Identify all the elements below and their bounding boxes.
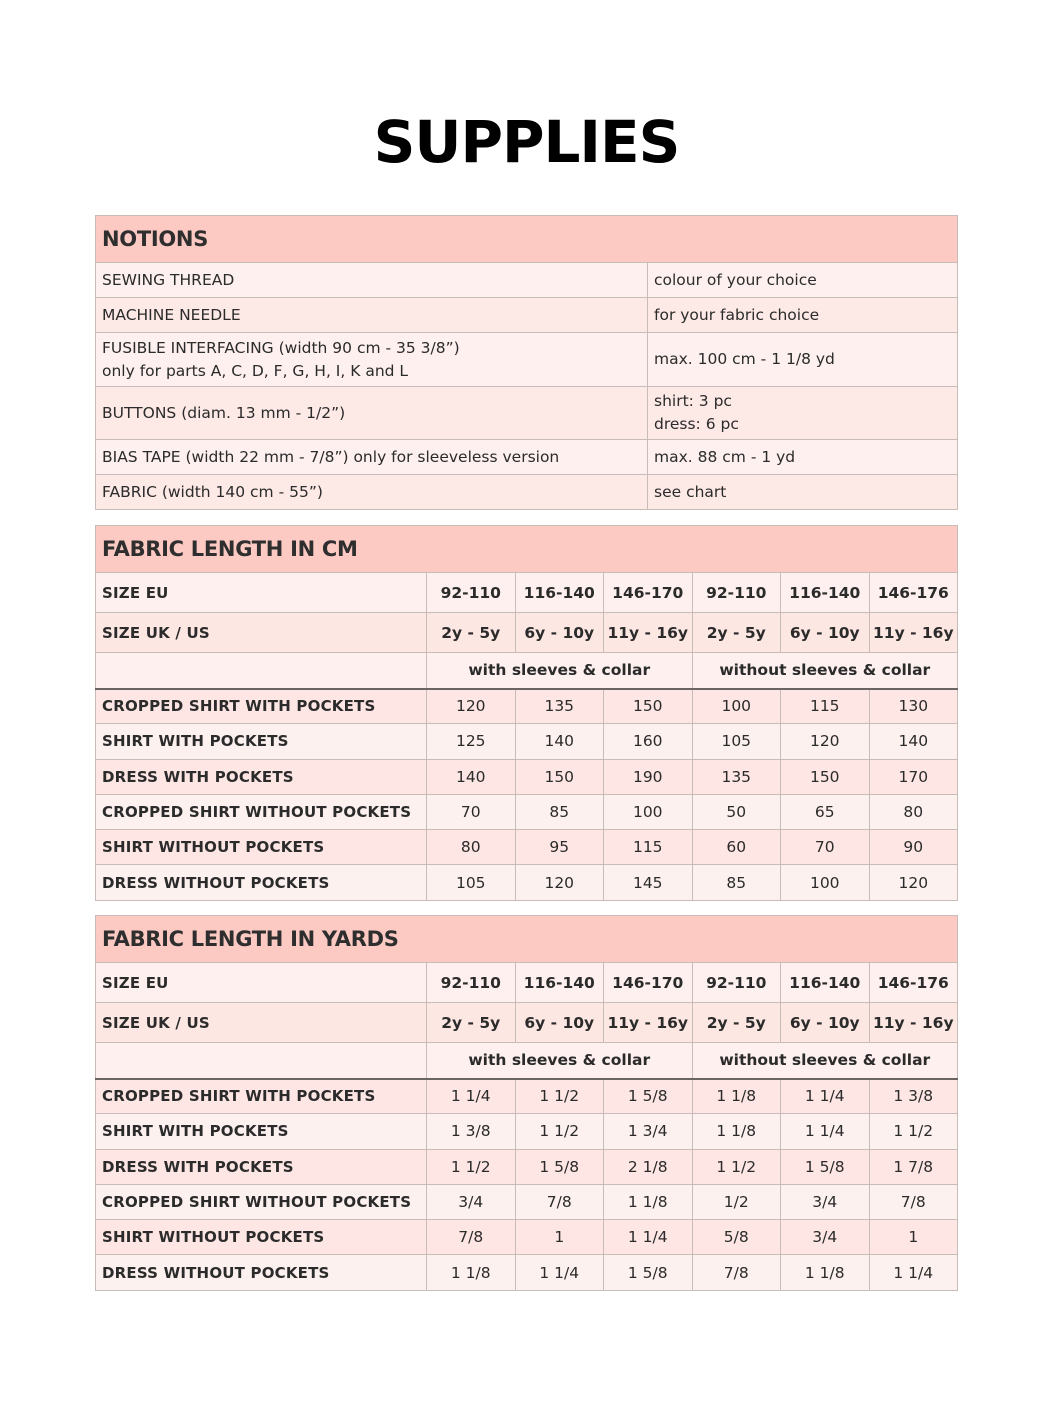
length-cell: 160 (604, 724, 693, 759)
table-row (96, 865, 958, 900)
length-cell: 1 1/4 (781, 1079, 870, 1114)
size-eu-cell: 92-110 (692, 963, 781, 1003)
length-cell: 150 (604, 689, 693, 724)
size-us-cell: 11y - 16y (604, 613, 693, 653)
group-with-label: with sleeves & collar (427, 1043, 693, 1079)
size-eu-cell: 116-140 (515, 573, 604, 613)
length-cell: 115 (604, 830, 693, 865)
length-cell: 90 (869, 830, 958, 865)
length-cell: 105 (427, 865, 516, 900)
length-cell: 65 (781, 794, 870, 829)
length-cell: 120 (781, 724, 870, 759)
length-cell: 1 1/2 (515, 1079, 604, 1114)
garment-label: CROPPED SHIRT WITH POCKETS (96, 1079, 427, 1114)
table-row (96, 1255, 958, 1290)
section-heading: FABRIC LENGTH IN YARDS (96, 916, 958, 963)
notion-value: colour of your choice (648, 263, 958, 298)
length-cell: 135 (692, 759, 781, 794)
length-cell: 100 (692, 689, 781, 724)
table-row (96, 1079, 958, 1114)
garment-label: SHIRT WITHOUT POCKETS (96, 1220, 427, 1255)
length-cell: 145 (604, 865, 693, 900)
table-row (96, 689, 958, 724)
length-cell: 85 (515, 794, 604, 829)
size-us-cell: 2y - 5y (692, 1003, 781, 1043)
length-cell: 170 (869, 759, 958, 794)
length-cell: 140 (427, 759, 516, 794)
notion-item: MACHINE NEEDLE (96, 298, 648, 333)
size-eu-label: SIZE EU (96, 573, 427, 613)
length-cell: 1 1/4 (427, 1079, 516, 1114)
group-without-label: without sleeves & collar (692, 653, 958, 689)
group-spacer (96, 653, 427, 689)
garment-label: DRESS WITHOUT POCKETS (96, 865, 427, 900)
table-row (96, 830, 958, 865)
garment-label: DRESS WITH POCKETS (96, 759, 427, 794)
notion-value: shirt: 3 pc dress: 6 pc (648, 387, 958, 440)
fabric-cm-table (95, 525, 958, 901)
size-eu-cell: 92-110 (427, 573, 516, 613)
notion-value: for your fabric choice (648, 298, 958, 333)
length-cell: 100 (781, 865, 870, 900)
size-us-cell: 2y - 5y (427, 613, 516, 653)
length-cell: 1 3/8 (869, 1079, 958, 1114)
size-eu-cell: 92-110 (692, 573, 781, 613)
length-cell: 190 (604, 759, 693, 794)
table-row (96, 724, 958, 759)
garment-label: DRESS WITH POCKETS (96, 1149, 427, 1184)
length-cell: 7/8 (692, 1255, 781, 1290)
length-cell: 105 (692, 724, 781, 759)
notion-value: max. 88 cm - 1 yd (648, 440, 958, 475)
length-cell: 7/8 (869, 1184, 958, 1219)
size-eu-cell: 146-170 (604, 573, 693, 613)
length-cell: 85 (692, 865, 781, 900)
length-cell: 60 (692, 830, 781, 865)
length-cell: 150 (515, 759, 604, 794)
length-cell: 1 5/8 (604, 1079, 693, 1114)
size-us-cell: 6y - 10y (515, 1003, 604, 1043)
size-us-cell: 11y - 16y (869, 1003, 958, 1043)
garment-label: CROPPED SHIRT WITH POCKETS (96, 689, 427, 724)
notion-item: SEWING THREAD (96, 263, 648, 298)
size-us-cell: 11y - 16y (869, 613, 958, 653)
size-eu-cell: 116-140 (781, 573, 870, 613)
length-cell: 1 1/8 (692, 1079, 781, 1114)
garment-label: SHIRT WITH POCKETS (96, 1114, 427, 1149)
fabric-yards-table (95, 915, 958, 1291)
length-cell: 5/8 (692, 1220, 781, 1255)
length-cell: 2 1/8 (604, 1149, 693, 1184)
notion-value: max. 100 cm - 1 1/8 yd (648, 333, 958, 387)
notions-heading: NOTIONS (96, 216, 958, 263)
length-cell: 125 (427, 724, 516, 759)
length-cell: 3/4 (427, 1184, 516, 1219)
table-row (96, 759, 958, 794)
length-cell: 120 (515, 865, 604, 900)
length-cell: 1 (515, 1220, 604, 1255)
length-cell: 7/8 (515, 1184, 604, 1219)
notions-table (95, 215, 958, 510)
length-cell: 1 (869, 1220, 958, 1255)
table-row (96, 794, 958, 829)
length-cell: 1 5/8 (781, 1149, 870, 1184)
notion-item: BIAS TAPE (width 22 mm - 7/8”) only for sleeveless version (96, 440, 648, 475)
length-cell: 1 1/4 (604, 1220, 693, 1255)
table-row (96, 1220, 958, 1255)
length-cell: 1 7/8 (869, 1149, 958, 1184)
length-cell: 95 (515, 830, 604, 865)
length-cell: 1 1/8 (692, 1114, 781, 1149)
length-cell: 70 (427, 794, 516, 829)
length-cell: 1 1/8 (427, 1255, 516, 1290)
garment-label: CROPPED SHIRT WITHOUT POCKETS (96, 794, 427, 829)
table-row (96, 1184, 958, 1219)
size-us-label: SIZE UK / US (96, 1003, 427, 1043)
length-cell: 1 1/4 (869, 1255, 958, 1290)
length-cell: 1/2 (692, 1184, 781, 1219)
length-cell: 150 (781, 759, 870, 794)
size-eu-cell: 146-176 (869, 573, 958, 613)
length-cell: 1 3/8 (427, 1114, 516, 1149)
notion-value: see chart (648, 475, 958, 510)
notion-item: BUTTONS (diam. 13 mm - 1/2”) (96, 387, 648, 440)
length-cell: 135 (515, 689, 604, 724)
garment-label: SHIRT WITH POCKETS (96, 724, 427, 759)
garment-label: SHIRT WITHOUT POCKETS (96, 830, 427, 865)
size-eu-cell: 116-140 (515, 963, 604, 1003)
group-without-label: without sleeves & collar (692, 1043, 958, 1079)
size-eu-label: SIZE EU (96, 963, 427, 1003)
length-cell: 1 3/4 (604, 1114, 693, 1149)
length-cell: 1 5/8 (604, 1255, 693, 1290)
length-cell: 1 1/2 (515, 1114, 604, 1149)
notion-item: FUSIBLE INTERFACING (width 90 cm - 35 3/8”) only for parts A, C, D, F, G, H, I, K and L (96, 333, 648, 387)
length-cell: 100 (604, 794, 693, 829)
length-cell: 1 1/2 (427, 1149, 516, 1184)
page-title: SUPPLIES (373, 108, 680, 176)
length-cell: 1 1/8 (604, 1184, 693, 1219)
length-cell: 7/8 (427, 1220, 516, 1255)
size-us-cell: 2y - 5y (692, 613, 781, 653)
length-cell: 140 (869, 724, 958, 759)
size-us-cell: 6y - 10y (781, 1003, 870, 1043)
length-cell: 1 5/8 (515, 1149, 604, 1184)
size-eu-cell: 116-140 (781, 963, 870, 1003)
length-cell: 80 (427, 830, 516, 865)
length-cell: 120 (869, 865, 958, 900)
length-cell: 1 1/2 (869, 1114, 958, 1149)
size-eu-cell: 92-110 (427, 963, 516, 1003)
notion-item: FABRIC (width 140 cm - 55”) (96, 475, 648, 510)
group-spacer (96, 1043, 427, 1079)
size-us-cell: 6y - 10y (515, 613, 604, 653)
length-cell: 3/4 (781, 1220, 870, 1255)
length-cell: 115 (781, 689, 870, 724)
length-cell: 1 1/4 (515, 1255, 604, 1290)
size-eu-cell: 146-170 (604, 963, 693, 1003)
length-cell: 50 (692, 794, 781, 829)
table-row (96, 1149, 958, 1184)
group-with-label: with sleeves & collar (427, 653, 693, 689)
length-cell: 80 (869, 794, 958, 829)
length-cell: 120 (427, 689, 516, 724)
table-row (96, 1114, 958, 1149)
length-cell: 1 1/2 (692, 1149, 781, 1184)
length-cell: 70 (781, 830, 870, 865)
size-us-cell: 11y - 16y (604, 1003, 693, 1043)
size-us-cell: 6y - 10y (781, 613, 870, 653)
length-cell: 1 1/4 (781, 1114, 870, 1149)
length-cell: 3/4 (781, 1184, 870, 1219)
length-cell: 140 (515, 724, 604, 759)
section-heading: FABRIC LENGTH IN CM (96, 526, 958, 573)
length-cell: 1 1/8 (781, 1255, 870, 1290)
garment-label: CROPPED SHIRT WITHOUT POCKETS (96, 1184, 427, 1219)
length-cell: 130 (869, 689, 958, 724)
garment-label: DRESS WITHOUT POCKETS (96, 1255, 427, 1290)
size-us-cell: 2y - 5y (427, 1003, 516, 1043)
size-us-label: SIZE UK / US (96, 613, 427, 653)
size-eu-cell: 146-176 (869, 963, 958, 1003)
